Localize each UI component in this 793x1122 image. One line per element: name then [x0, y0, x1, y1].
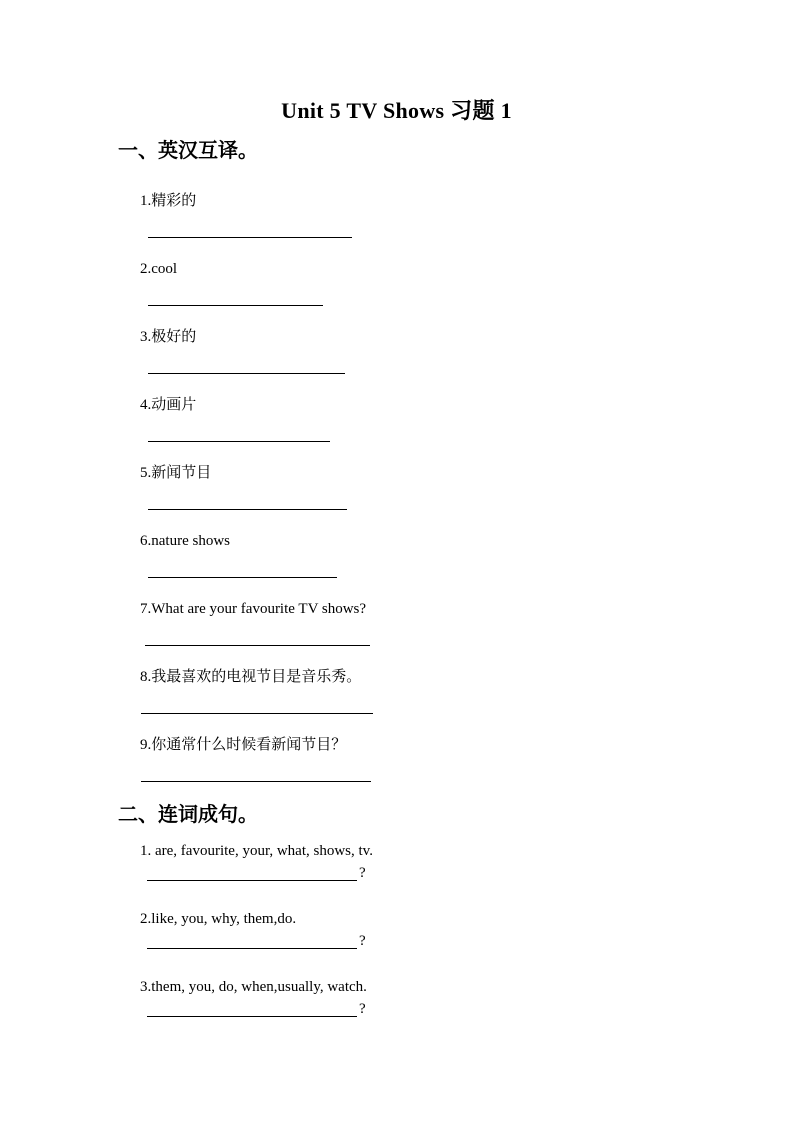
section-1-heading: 一、英汉互译。	[118, 140, 258, 162]
answer-blank[interactable]	[148, 359, 345, 374]
exercise-item-7	[140, 599, 793, 646]
item-label: 7.What are your favourite TV shows?	[140, 601, 367, 617]
answer-row	[147, 1001, 793, 1017]
exercise-item-s2-1	[140, 841, 793, 881]
answer-row	[147, 865, 793, 881]
item-label: 9.你通常什么时候看新闻节目？	[140, 737, 347, 753]
section-translation	[0, 139, 793, 782]
answer-blank[interactable]	[148, 427, 330, 442]
item-label: 4.动画片	[140, 397, 197, 413]
section-sentence-building	[0, 803, 793, 1017]
answer-blank[interactable]	[148, 291, 323, 306]
exercise-item-3	[140, 327, 793, 374]
item-label: 3.them, you, do, when,usually, watch.	[140, 979, 367, 995]
exercise-item-s2-3	[140, 977, 793, 1017]
item-label: 6.nature shows	[140, 533, 230, 549]
item-label: 2.cool	[140, 261, 178, 277]
exercise-item-8	[140, 667, 793, 714]
question-mark-suffix: ?	[359, 865, 366, 881]
answer-blank[interactable]	[141, 699, 373, 714]
item-label: 8.我最喜欢的电视节目是音乐秀。	[140, 669, 362, 685]
answer-blank[interactable]	[145, 631, 370, 646]
section-1-body	[0, 191, 793, 782]
page-title: Unit 5 TV Shows 习题 1	[281, 98, 512, 123]
answer-blank[interactable]	[147, 866, 357, 881]
answer-blank[interactable]	[141, 767, 371, 782]
item-label: 5.新闻节目	[140, 465, 212, 481]
question-mark-suffix: ?	[359, 1001, 366, 1017]
answer-blank[interactable]	[148, 495, 347, 510]
answer-blank[interactable]	[148, 563, 337, 578]
item-label: 2.like, you, why, them,do.	[140, 911, 297, 927]
item-label: 1.精彩的	[140, 193, 197, 209]
answer-row	[147, 933, 793, 949]
answer-blank[interactable]	[148, 223, 352, 238]
section-2-body	[0, 841, 793, 1017]
answer-blank[interactable]	[147, 934, 357, 949]
exercise-item-4	[140, 395, 793, 442]
exercise-item-2	[140, 259, 793, 306]
section-2-heading: 二、连词成句。	[118, 804, 258, 826]
exercise-item-1	[140, 191, 793, 238]
answer-blank[interactable]	[147, 1002, 357, 1017]
exercise-item-s2-2	[140, 909, 793, 949]
item-label: 3.极好的	[140, 329, 197, 345]
exercise-item-9	[140, 735, 793, 782]
item-label: 1. are, favourite, your, what, shows, tv.	[140, 843, 373, 859]
exercise-item-5	[140, 463, 793, 510]
question-mark-suffix: ?	[359, 933, 366, 949]
exercise-item-6	[140, 531, 793, 578]
